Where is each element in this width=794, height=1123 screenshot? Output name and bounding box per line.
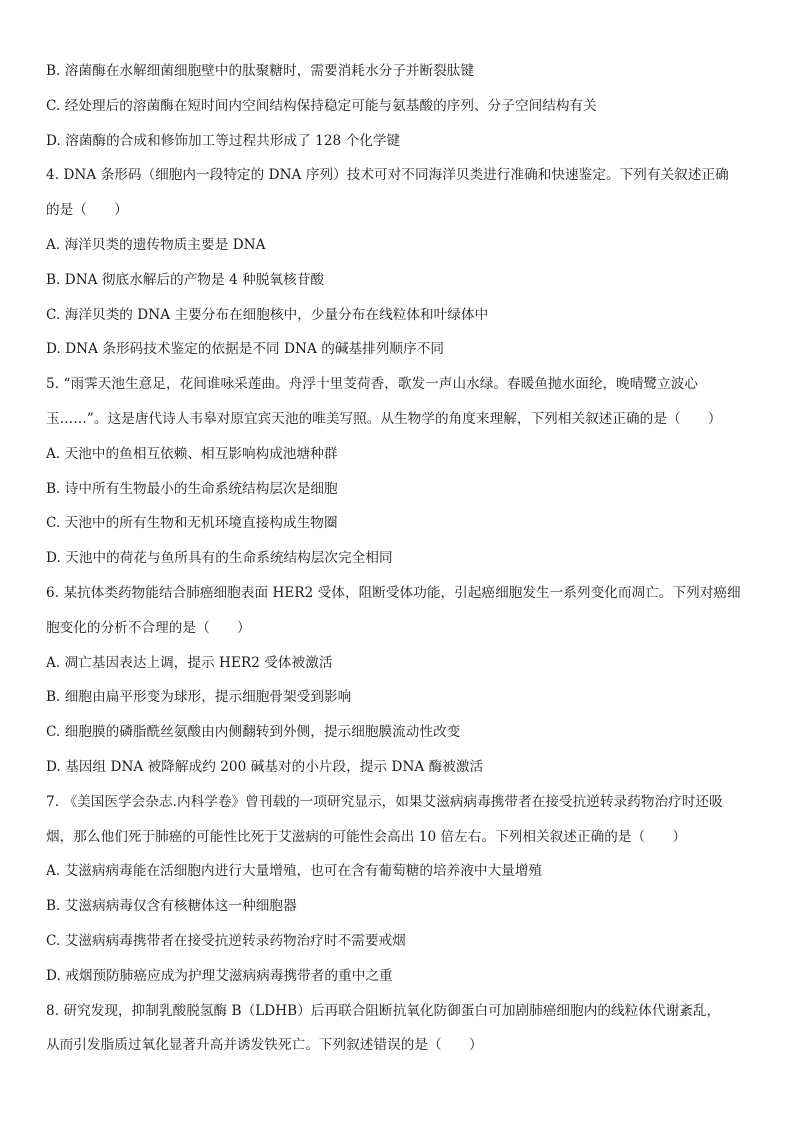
q5-stem-line-2: 玉……”。这是唐代诗人韦皋对原宜宾天池的唯美写照。从生物学的角度来理解，下列相关叙述正确的是（ ） <box>46 410 722 427</box>
q5-option-c: C. 天池中的所有生物和无机环境直接构成生物圈 <box>46 515 338 532</box>
q6-option-d: D. 基因组 DNA 被降解成约 200 碱基对的小片段，提示 DNA 酶被激活 <box>46 758 484 775</box>
q6-option-a: A. 凋亡基因表达上调，提示 HER2 受体被激活 <box>46 654 333 671</box>
q8-stem-line-2: 从而引发脂质过氧化显著升高并诱发铁死亡。下列叙述错误的是（ ） <box>46 1037 483 1054</box>
q6-option-c: C. 细胞膜的磷脂酰丝氨酸由内侧翻转到外侧，提示细胞膜流动性改变 <box>46 724 461 741</box>
q3-option-d: D. 溶菌酶的合成和修饰加工等过程共形成了 128 个化学键 <box>46 132 401 149</box>
q3-option-c: C. 经处理后的溶菌酶在短时间内空间结构保持稳定可能与氨基酸的序列、分子空间结构有关 <box>46 97 597 114</box>
q5-stem-line-1: 5. “雨霁天池生意足，花间谁咏采莲曲。舟浮十里芰荷香，歌发一声山水绿。春暖鱼抛水面纶，晚晴鹭立波心 <box>46 376 699 393</box>
q7-stem-line-1: 7. 《美国医学会杂志.内科学卷》曾刊载的一项研究显示，如果艾滋病病毒携带者在接受抗逆转录药物治疗时还吸 <box>46 793 723 810</box>
q7-option-b: B. 艾滋病病毒仅含有核糖体这一种细胞器 <box>46 898 297 915</box>
q8-stem-line-1: 8. 研究发现，抑制乳酸脱氢酶 B（LDHB）后再联合阻断抗氧化防御蛋白可加剧肺癌细胞内的线粒体代谢紊乱， <box>46 1002 721 1019</box>
q7-option-a: A. 艾滋病病毒能在活细胞内进行大量增殖，也可在含有葡萄糖的培养液中大量增殖 <box>46 863 543 880</box>
q4-option-b: B. DNA 彻底水解后的产物是 4 种脱氧核苷酸 <box>46 271 325 288</box>
q7-stem-line-2: 烟，那么他们死于肺癌的可能性比死于艾滋病的可能性会高出 10 倍左右。下列相关叙述正确的是（ ） <box>46 828 687 845</box>
q5-option-d: D. 天池中的荷花与鱼所具有的生命系统结构层次完全相同 <box>46 550 393 567</box>
q6-stem-line-2: 胞变化的分析不合理的是（ ） <box>46 619 251 636</box>
q7-option-c: C. 艾滋病病毒携带者在接受抗逆转录药物治疗时不需要戒烟 <box>46 932 406 949</box>
q6-option-b: B. 细胞由扁平形变为球形，提示细胞骨架受到影响 <box>46 689 352 706</box>
q4-stem-line-2: 的是（ ） <box>46 202 128 219</box>
q4-option-c: C. 海洋贝类的 DNA 主要分布在细胞核中，少量分布在线粒体和叶绿体中 <box>46 306 489 323</box>
document-body <box>46 54 758 1063</box>
q3-option-b: B. 溶菌酶在水解细菌细胞壁中的肽聚糖时，需要消耗水分子并断裂肽键 <box>46 63 475 79</box>
q4-option-d: D. DNA 条形码技术鉴定的依据是不同 DNA 的碱基排列顺序不同 <box>46 341 445 358</box>
q5-option-b: B. 诗中所有生物最小的生命系统结构层次是细胞 <box>46 480 338 497</box>
q4-option-a: A. 海洋贝类的遗传物质主要是 DNA <box>46 236 266 253</box>
q5-option-a: A. 天池中的鱼相互依赖、相互影响构成池塘种群 <box>46 445 338 462</box>
q7-option-d: D. 戒烟预防肺癌应成为护理艾滋病病毒携带者的重中之重 <box>46 967 393 984</box>
q6-stem-line-1: 6. 某抗体类药物能结合肺癌细胞表面 HER2 受体，阻断受体功能，引起癌细胞发生一系列变化而凋亡。下列对癌细 <box>46 584 741 601</box>
q4-stem-line-1: 4. DNA 条形码（细胞内一段特定的 DNA 序列）技术可对不同海洋贝类进行准确和快速鉴定。下列有关叙述正确 <box>46 167 729 184</box>
